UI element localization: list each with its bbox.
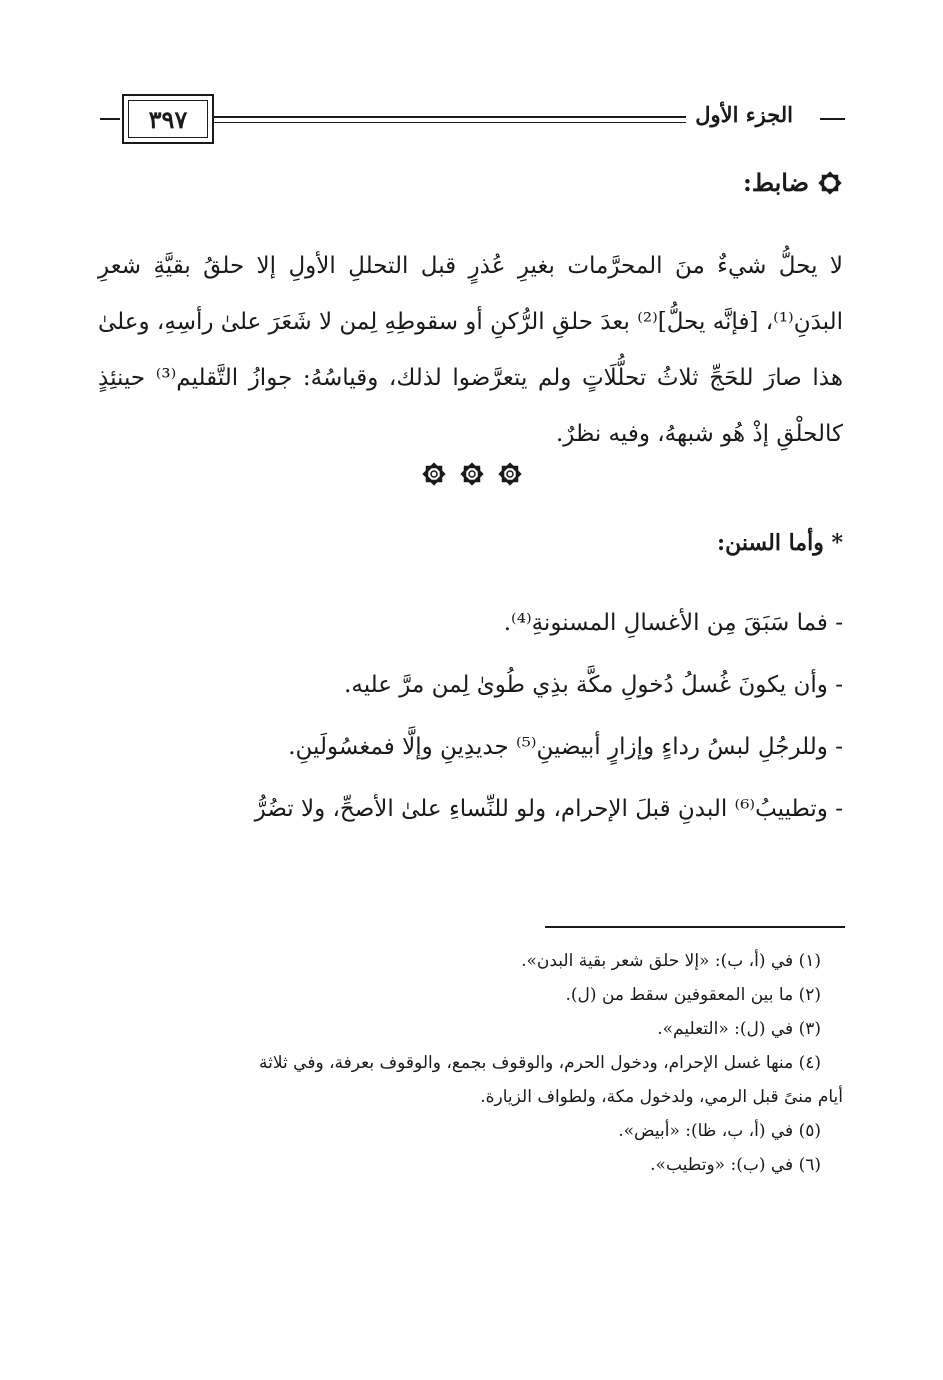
page-number: ٣٩٧ [128,100,208,138]
three-star-ornament-icon [0,460,943,488]
running-title: الجزء الأول [695,102,793,127]
footnote: (٢) ما بين المعقوفين سقط من (ل). [565,985,821,1005]
section-title: * وأما السنن: [717,530,843,556]
footnote: (٦) في (ب): «وتطيب». [650,1155,821,1175]
footnote-divider [545,926,845,928]
header-rule-bottom [214,122,686,123]
list-item: - فما سَبَقَ مِن الأغسالِ المسنونةِ⁽⁴⁾. [503,610,843,636]
footnotes [98,944,843,1182]
header-rule-top [214,116,686,118]
rule-heading-label: ضابط: [742,168,809,197]
star-ornament-icon [496,460,524,488]
footnote: (٣) في (ل): «التعليم». [657,1019,821,1039]
main-paragraph: لا يحلُّ شيءٌ منَ المحرَّمات بغيرِ عُذرٍ قبل التحللِ الأولِ إلا حلقُ بقيَّةِ شعرِ البدَنِ⁽¹⁾، [فإنَّه يحلُّ]⁽²⁾ بعدَ حلقِ الرُّكنِ أو سقوطِهِ لِمن لا شَعَرَ علىٰ رأسِهِ، وعلىٰ هذا صارَ للحَجِّ ثلاثُ تحلُّلَاتٍ ولم يتعرَّضوا لذلك، وقياسُهُ: جوازُ التَّقليم⁽³⁾ حينئِذٍ كالحلْقِ إذْ هُو شبههُ، وفيه نظرٌ. [98,253,843,447]
star-ornament-icon [420,460,448,488]
rule-heading [743,168,843,197]
sunan-list [98,592,843,840]
page-header [100,92,845,152]
header-rule-right [820,118,845,120]
list-item: - وأن يكونَ غُسلُ دُخولِ مكَّة بذِي طُوىٰ لِمن مرَّ عليه. [344,672,843,698]
octagram-ornament-icon [817,170,843,196]
header-rule-left [100,118,120,120]
page-number-frame [122,94,214,144]
footnote-continuation: أيام منىً قبل الرمي، ولدخول مكة، ولطواف الزيارة. [480,1087,843,1107]
list-item: - وتطييبُ⁽⁶⁾ البدنِ قبلَ الإحرام، ولو للنِّساءِ علىٰ الأصحِّ، ولا تضُرُّ [254,796,843,822]
footnote: (١) في (أ، ب): «إلا حلق شعر بقية البدن». [521,951,821,971]
footnote: (٥) في (أ، ب، ظا): «أبيض». [618,1121,821,1141]
footnote: (٤) منها غسل الإحرام، ودخول الحرم، والوقوف بجمع، والوقوف بعرفة، وفي ثلاثة [259,1053,821,1073]
star-ornament-icon [458,460,486,488]
list-item: - وللرجُلِ لبسُ رداءٍ وإزارٍ أبيضينِ⁽⁵⁾ جديدِينِ وإلَّا فمغسُولَينِ. [288,734,843,760]
